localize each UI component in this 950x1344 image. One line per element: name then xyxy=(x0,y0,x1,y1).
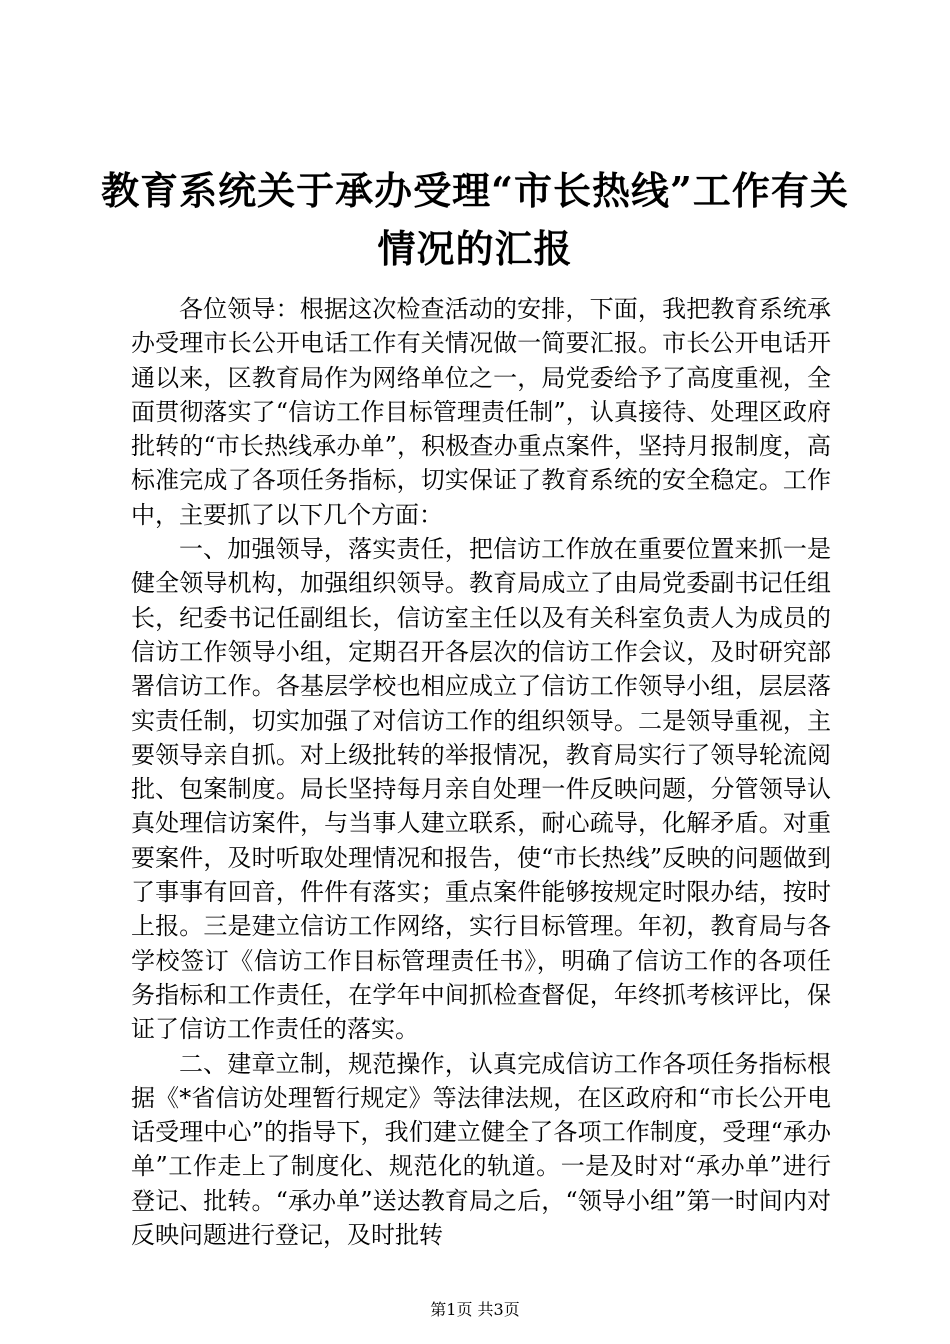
document-body xyxy=(131,292,831,1252)
paragraph-section-1: 一、加强领导，落实责任，把信访工作放在重要位置来抓一是健全领导机构，加强组织领导。教育局成立了由局党委副书记任组长，纪委书记任副组长，信访室主任以及有关科室负责人为成员的信访工作领导小组，定期召开各层次的信访工作会议，及时研究部署信访工作。各基层学校也相应成立了信访工作领导小组，层层落实责任制，切实加强了对信访工作的组织领导。二是领导重视，主要领导亲自抓。对上级批转的举报情况，教育局实行了领导轮流阅批、包案制度。局长坚持每月亲自处理一件反映问题，分管领导认真处理信访案件，与当事人建立联系，耐心疏导，化解矛盾。对重要案件，及时听取处理情况和报告，使“市长热线”反映的问题做到了事事有回音，件件有落实；重点案件能够按规定时限办结，按时上报。三是建立信访工作网络，实行目标管理。年初，教育局与各学校签订《信访工作目标管理责任书》，明确了信访工作的各项任务指标和工作责任，在学年中间抓检查督促，年终抓考核评比，保证了信访工作责任的落实。 xyxy=(131,535,831,1044)
page-footer: 第1页 共3页 xyxy=(430,1300,520,1319)
document-title-line-1: 教育系统关于承办受理“市长热线”工作有关 xyxy=(101,168,849,213)
paragraph-section-2: 二、建章立制，规范操作，认真完成信访工作各项任务指标根据《*省信访处理暂行规定》等法律法规，在区政府和“市长公开电话受理中心”的指导下，我们建立健全了各项工作制度，受理“承办单”工作走上了制度化、规范化的轨道。一是及时对“承办单”进行登记、批转。“承办单”送达教育局之后，“领导小组”第一时间内对反映问题进行登记，及时批转 xyxy=(131,1049,831,1250)
document-title-line-2: 情况的汇报 xyxy=(377,226,573,271)
paragraph-intro: 各位领导：根据这次检查活动的安排，下面，我把教育系统承办受理市长公开电话工作有关情况做一简要汇报。市长公开电话开通以来，区教育局作为网络单位之一，局党委给予了高度重视，全面贯彻落实了“信访工作目标管理责任制”，认真接待、处理区政府批转的“市长热线承办单”，积极查办重点案件，坚持月报制度，高标准完成了各项任务指标，切实保证了教育系统的安全稳定。工作中，主要抓了以下几个方面： xyxy=(131,295,831,529)
